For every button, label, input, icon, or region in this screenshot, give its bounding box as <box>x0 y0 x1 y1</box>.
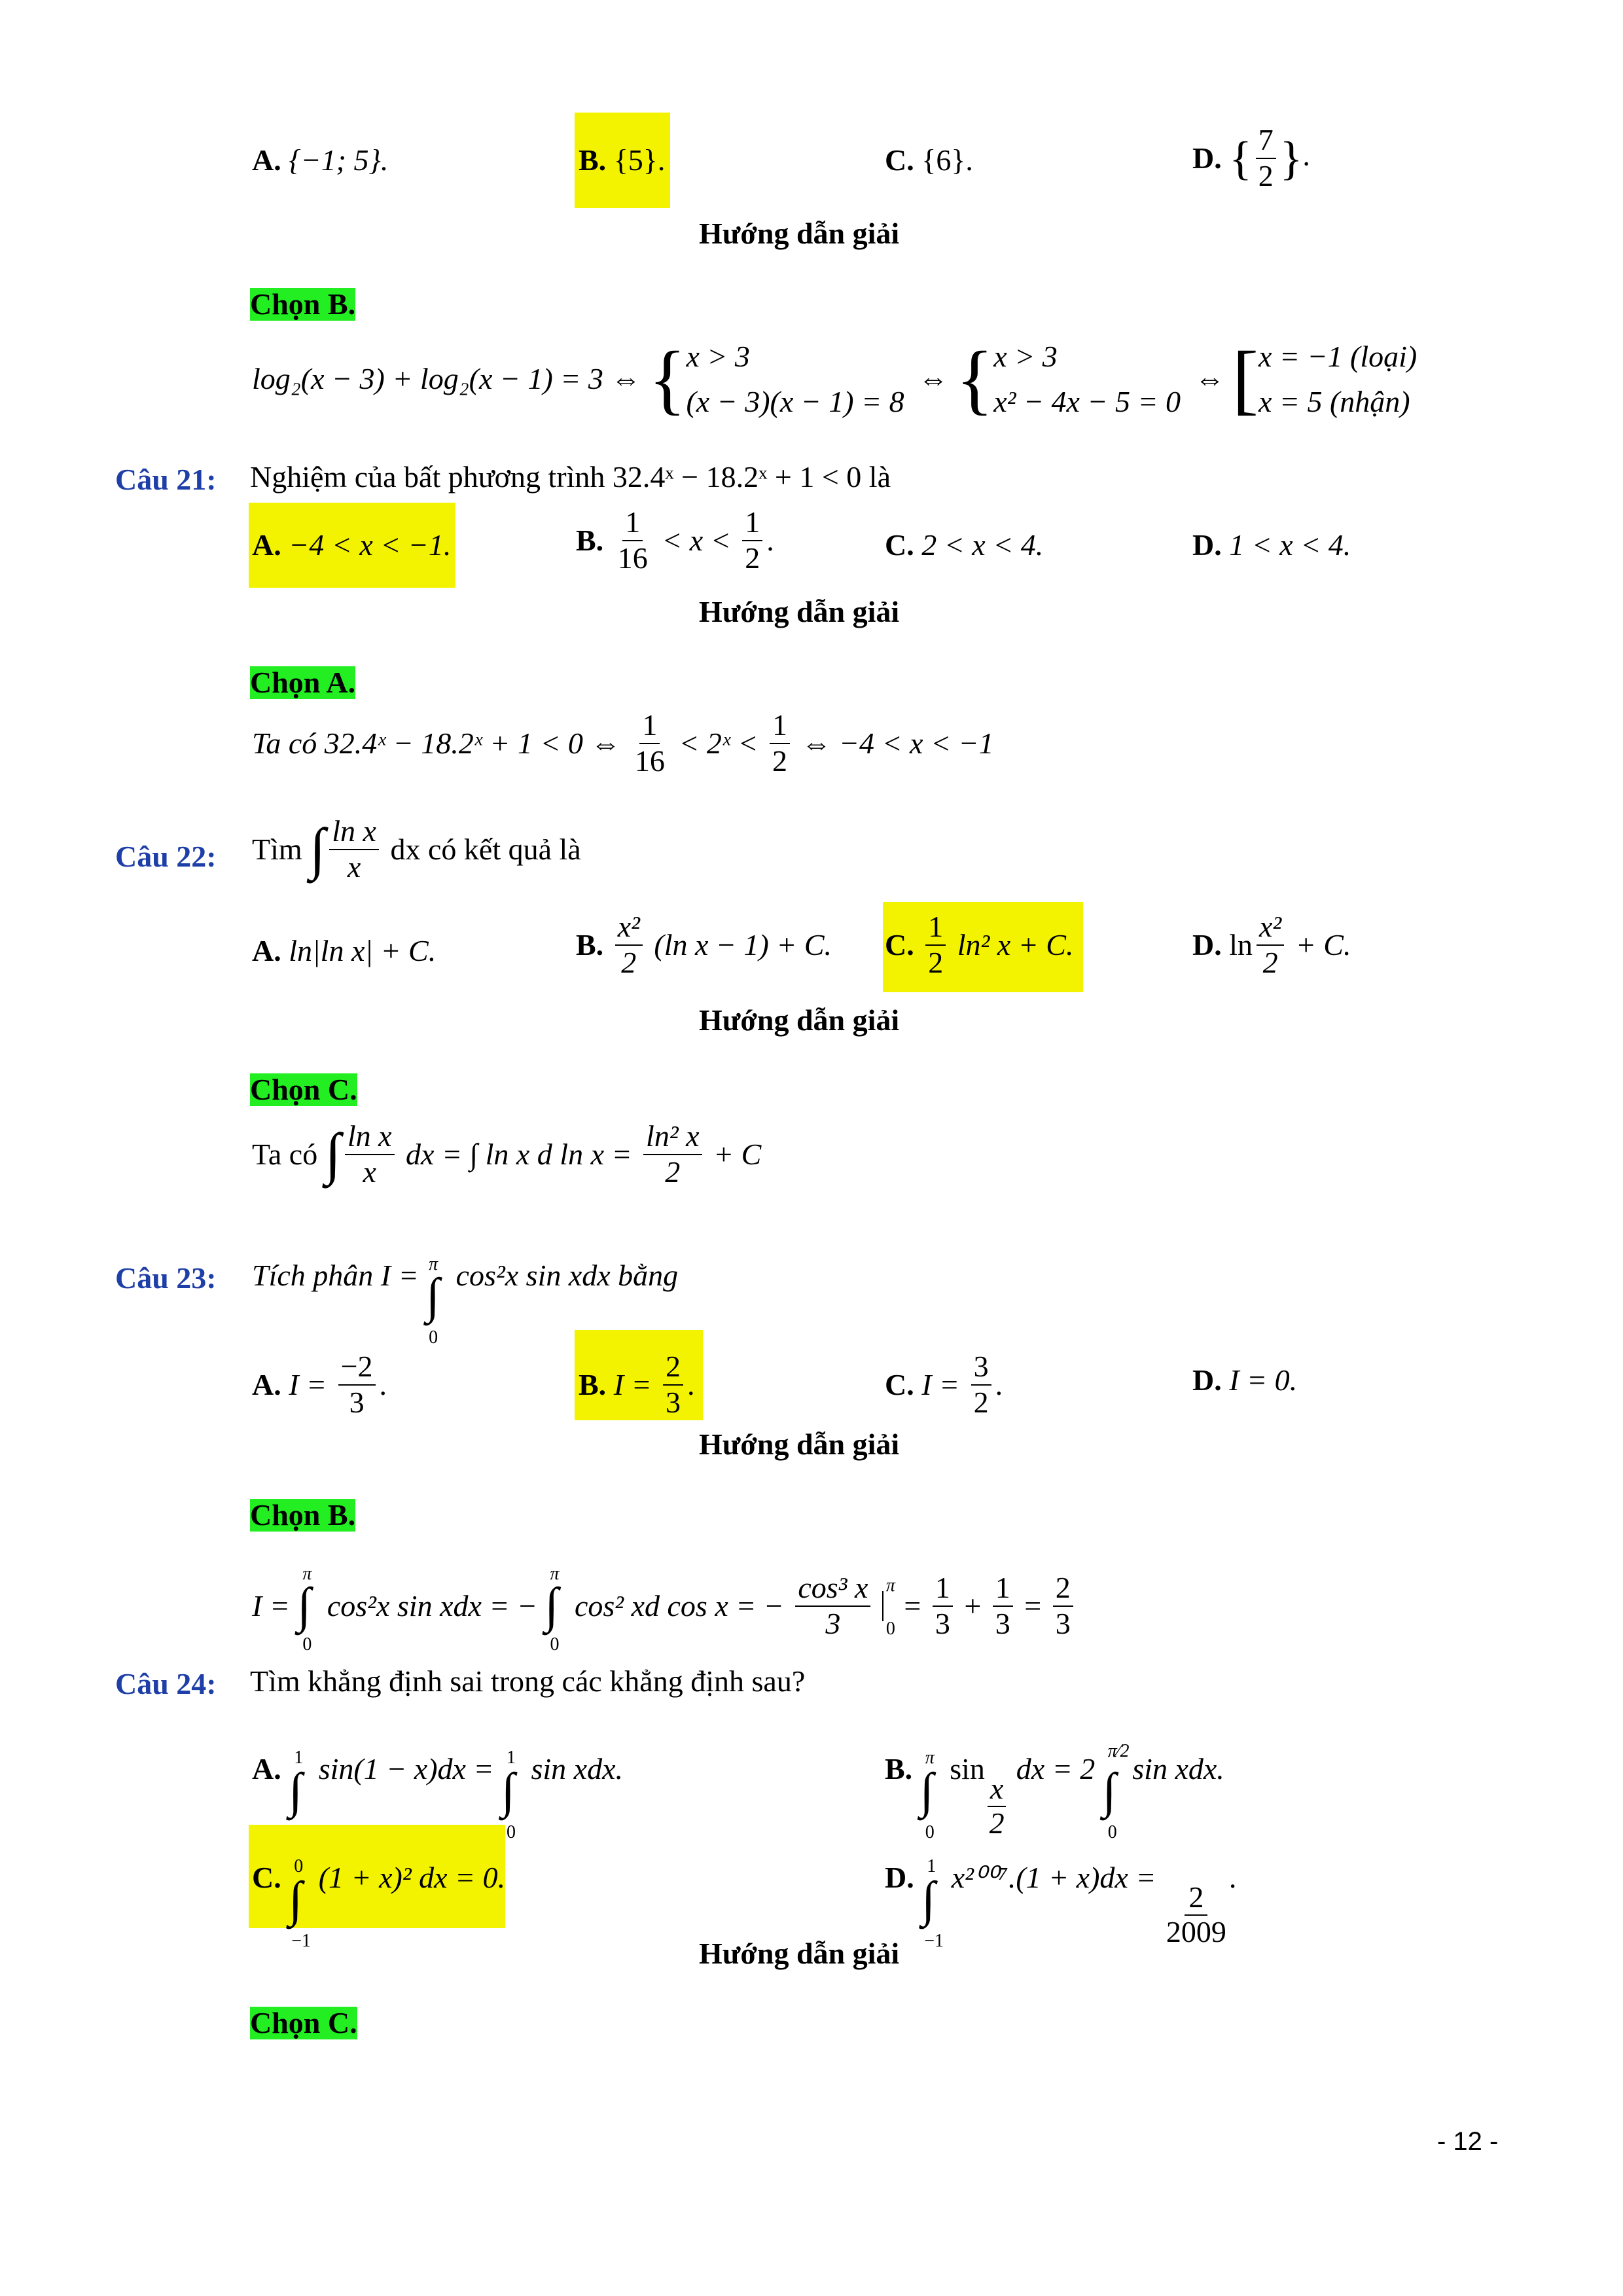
q23-answer: Chọn B. <box>250 1498 356 1532</box>
q24-number: Câu 24: <box>115 1667 217 1700</box>
q24-guide-title: Hướng dẫn giải <box>699 1937 900 1970</box>
q22-number: Câu 22: <box>115 840 217 873</box>
q24-answer: Chọn C. <box>250 2006 357 2039</box>
q21-solution: Ta có 32.4ˣ − 18.2ˣ + 1 < 0 ⇔ $\frac{1}{16}$ < 2ˣ < $\frac{1}{2}$ ⇔ −4 < x < −1 <box>252 708 994 778</box>
q23-question: Tích phân I = π ∫ 0 cos²x sin xdx bằng <box>252 1254 679 1348</box>
q21-option-a: A. −4 < x < −1. <box>252 528 452 562</box>
q20-option-c: C. {6}. <box>885 143 973 177</box>
q20-option-a: A. {−1; 5}. <box>252 143 389 177</box>
q24-option-d: D. 1 ∫ −1 x²⁰⁰⁷.(1 + x)dx = $\frac{2}{2009}$ . <box>885 1856 1237 1951</box>
q22-option-b: B. $\frac{\text{x²}}{2}$ (ln x − 1) + C. <box>576 910 832 979</box>
q22-guide-title: Hướng dẫn giải <box>699 1003 900 1037</box>
q22-answer: Chọn C. <box>250 1073 357 1106</box>
q24-option-c: C. 0 ∫ −1 (1 + x)² dx = 0. <box>252 1856 506 1951</box>
q24-option-b: B. π ∫ 0 sin $\frac{x}{2}$ dx = 2 π⁄2 ∫ 0 sin xdx. <box>885 1741 1224 1842</box>
q23-option-b: B. I = $\frac{2}{3}$ . <box>579 1350 695 1419</box>
q24-question: Tìm khẳng định sai trong các khẳng định sau? <box>250 1664 806 1698</box>
q22-option-d: D. ln $\frac{\text{x²}}{2}$ + C. <box>1192 910 1351 979</box>
q22-solution: Ta có ∫ $\frac{\text{ln x}}{x}$ dx = ∫ ln x d ln x = $\frac{\text{ln² x}}{2}$ + C <box>252 1119 762 1189</box>
q21-answer: Chọn A. <box>250 666 356 699</box>
q23-solution: I = π ∫ 0 cos²x sin xdx = − π ∫ 0 cos² xd cos x = − $\frac{\text{cos³ x}}{3}$ π 0 = $\frac{1}{3}$ + $\frac{1}{3}$ = $\frac{2}{3}$ <box>252 1571 1077 1641</box>
q22-option-a: A. ln|ln x| + C. <box>252 934 437 967</box>
q20-guide-title: Hướng dẫn giải <box>699 217 900 250</box>
q23-guide-title: Hướng dẫn giải <box>699 1427 900 1461</box>
q22-option-c: C. $\frac{1}{2}$ ln² x + C. <box>885 910 1074 979</box>
page-number: - 12 - <box>1437 2127 1499 2156</box>
q21-option-b: B. $\frac{1}{16}$ < x < $\frac{1}{2}$ . <box>576 505 774 575</box>
q20-answer: Chọn B. <box>250 287 356 321</box>
q21-option-c: C. 2 < x < 4. <box>885 528 1044 562</box>
q20-solution: log₂(x − 3) + log₂(x − 1) = 3 ⇔ { x > 3 (x − 3)(x − 1) = 8 ⇔ { x > 3 x² − 4x − 5 = 0 ⇔ [ x = −1 (loại) x = 5 (nhận) <box>252 335 1418 422</box>
q21-number: Câu 21: <box>115 463 217 496</box>
q23-option-a: A. I = $\frac{-2}{3}$ . <box>252 1350 387 1419</box>
q21-guide-title: Hướng dẫn giải <box>699 595 900 628</box>
q23-option-c: C. I = $\frac{3}{2}$ . <box>885 1350 1003 1419</box>
q20-option-b: B. {5}. <box>579 143 666 177</box>
q23-number: Câu 23: <box>115 1261 217 1295</box>
q23-option-d: D. I = 0. <box>1192 1363 1298 1397</box>
q22-question: Tìm ∫ $\frac{\text{ln x}}{x}$ dx có kết quả là <box>252 814 581 884</box>
q21-question: Nghiệm của bất phương trình 32.4ˣ − 18.2ˣ + 1 < 0 là <box>250 460 891 493</box>
q20-option-d: D. { $\frac{7}{2}$ }. <box>1192 123 1310 192</box>
q24-option-a: A. 1 ∫ sin(1 − x)dx = 1 ∫ 0 sin xdx. <box>252 1748 623 1842</box>
q21-option-d: D. 1 < x < 4. <box>1192 528 1351 562</box>
